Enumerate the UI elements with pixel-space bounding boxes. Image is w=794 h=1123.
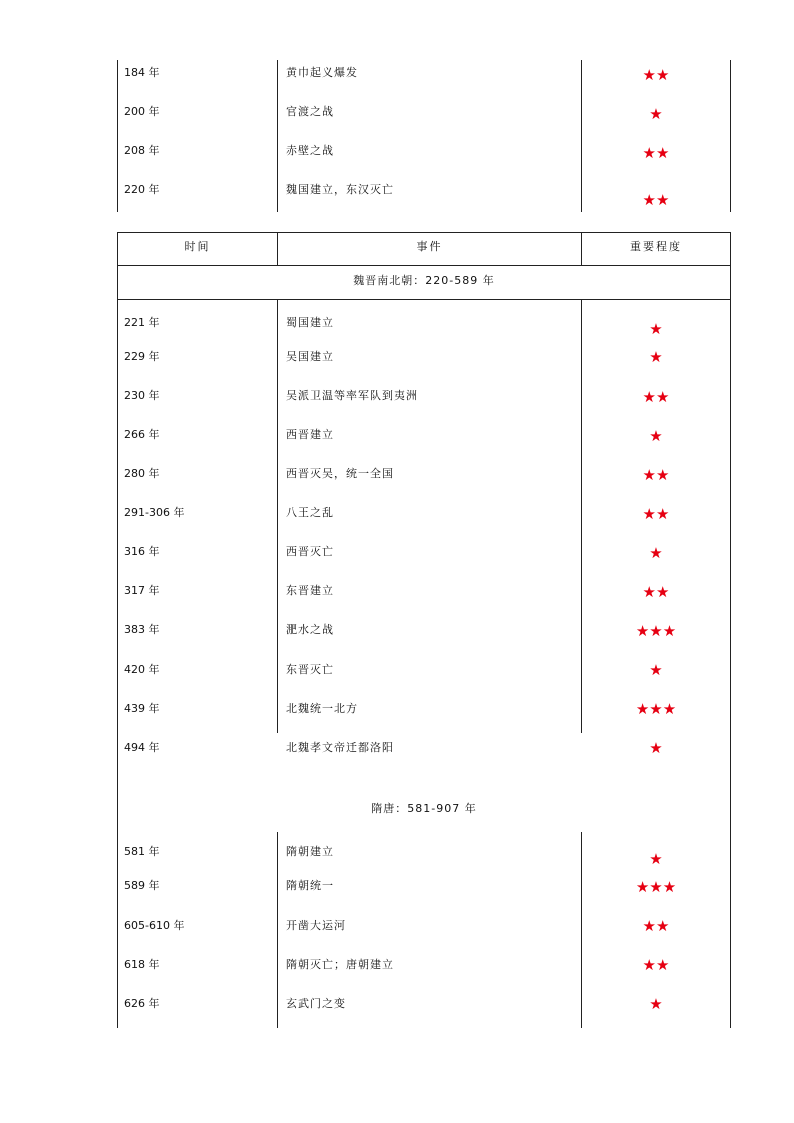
importance-stars: ★	[649, 661, 663, 679]
year-cell: 439 年	[124, 702, 160, 715]
importance-stars: ★★	[642, 144, 670, 162]
year-cell: 208 年	[124, 144, 160, 157]
event-cell: 北魏孝文帝迁都洛阳	[286, 741, 394, 754]
year-cell: 221 年	[124, 316, 160, 329]
event-cell: 西晋建立	[286, 428, 334, 441]
event-cell: 开凿大运河	[286, 919, 346, 932]
event-cell: 西晋灭吴，统一全国	[286, 467, 394, 480]
era-title-wei-jin: 魏晋南北朝：220-589 年	[353, 274, 495, 287]
event-cell: 隋朝统一	[286, 879, 334, 892]
event-cell: 隋朝灭亡；唐朝建立	[286, 958, 394, 971]
event-cell: 玄武门之变	[286, 997, 346, 1010]
year-cell: 316 年	[124, 545, 160, 558]
year-cell: 589 年	[124, 879, 160, 892]
event-cell: 北魏统一北方	[286, 702, 358, 715]
event-cell: 隋朝建立	[286, 845, 334, 858]
event-cell: 吴国建立	[286, 350, 334, 363]
importance-stars: ★	[649, 544, 663, 562]
divider-col-1	[277, 299, 278, 733]
divider-col-1	[277, 60, 278, 212]
event-cell: 赤壁之战	[286, 144, 334, 157]
importance-stars: ★	[649, 320, 663, 338]
era-row-bottom-border	[117, 299, 731, 300]
year-cell: 626 年	[124, 997, 160, 1010]
border-left	[117, 232, 118, 1028]
importance-stars: ★	[649, 427, 663, 445]
border-right	[730, 232, 731, 1028]
table-top-border	[117, 232, 731, 233]
year-cell: 420 年	[124, 663, 160, 676]
header-bottom-border	[117, 265, 731, 266]
year-cell: 383 年	[124, 623, 160, 636]
importance-stars: ★★	[642, 505, 670, 523]
year-cell: 229 年	[124, 350, 160, 363]
event-cell: 黄巾起义爆发	[286, 66, 358, 79]
importance-stars: ★★	[642, 191, 670, 209]
year-cell: 618 年	[124, 958, 160, 971]
year-cell: 200 年	[124, 105, 160, 118]
header-event: 事件	[416, 240, 443, 253]
importance-stars: ★★★	[635, 700, 677, 718]
year-cell: 291-306 年	[124, 506, 185, 519]
event-cell: 西晋灭亡	[286, 545, 334, 558]
importance-stars: ★★	[642, 388, 670, 406]
importance-stars: ★	[649, 739, 663, 757]
border-right	[730, 60, 731, 212]
event-cell: 吴派卫温等率军队到夷洲	[286, 389, 418, 402]
year-cell: 494 年	[124, 741, 160, 754]
importance-stars: ★★	[642, 66, 670, 84]
importance-stars: ★	[649, 995, 663, 1013]
event-cell: 淝水之战	[286, 623, 334, 636]
importance-stars: ★★	[642, 917, 670, 935]
year-cell: 266 年	[124, 428, 160, 441]
border-left	[117, 60, 118, 212]
era-title-sui-tang: 隋唐：581-907 年	[371, 802, 477, 815]
importance-stars: ★★	[642, 956, 670, 974]
importance-stars: ★★★	[635, 878, 677, 896]
year-cell: 184 年	[124, 66, 160, 79]
header-importance: 重要程度	[630, 240, 682, 253]
year-cell: 605-610 年	[124, 919, 185, 932]
event-cell: 官渡之战	[286, 105, 334, 118]
importance-stars: ★★	[642, 583, 670, 601]
event-cell: 东晋灭亡	[286, 663, 334, 676]
year-cell: 317 年	[124, 584, 160, 597]
divider-col-1	[277, 832, 278, 1028]
year-cell: 230 年	[124, 389, 160, 402]
header-time: 时间	[184, 240, 211, 253]
importance-stars: ★★	[642, 466, 670, 484]
year-cell: 220 年	[124, 183, 160, 196]
year-cell: 581 年	[124, 845, 160, 858]
importance-stars: ★★★	[635, 622, 677, 640]
event-cell: 魏国建立，东汉灭亡	[286, 183, 394, 196]
importance-stars: ★	[649, 348, 663, 366]
importance-stars: ★	[649, 105, 663, 123]
importance-stars: ★	[649, 850, 663, 868]
event-cell: 蜀国建立	[286, 316, 334, 329]
event-cell: 东晋建立	[286, 584, 334, 597]
year-cell: 280 年	[124, 467, 160, 480]
event-cell: 八王之乱	[286, 506, 334, 519]
